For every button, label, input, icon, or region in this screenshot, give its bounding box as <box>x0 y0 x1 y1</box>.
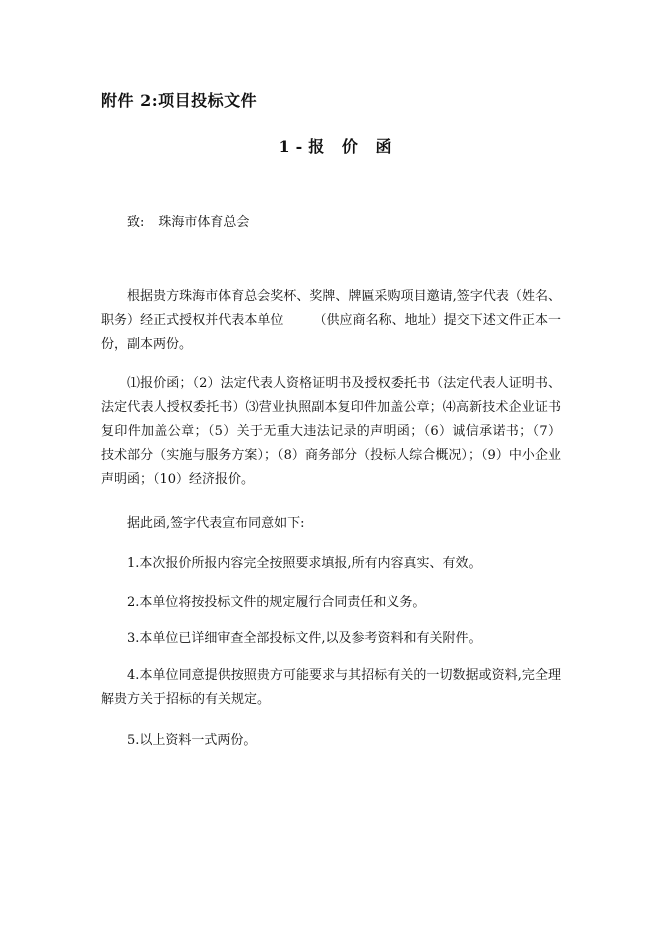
intro-text-part1: 根据贵方珠海市体育总会奖杯、奖牌、牌匾采购项目邀请,签字代表（姓名、职务）经正式授权并代表本单位 <box>101 289 561 328</box>
document-title: 1-报 价 函 <box>278 137 398 156</box>
pledge-item: 1.本次报价所报内容完全按照要求填报,所有内容真实、有效。 <box>127 556 482 571</box>
pledge-intro: 据此函,签字代表宣布同意如下: <box>127 516 305 531</box>
attachment-heading: 附件 2:项目投标文件 <box>101 91 258 110</box>
intro-text-part2: （供应商名称、地址）提交下述文件正本一份，副本两份。 <box>101 313 561 352</box>
pledge-item: 2.本单位将按投标文件的规定履行合同责任和义务。 <box>127 595 426 610</box>
documents-list-paragraph: ⑴报价函；（2）法定代表人资格证明书及授权委托书（法定代表人证明书、法定代表人授权委托书）⑶营业执照副本复印件加盖公章；⑷高新技术企业证书复印件加盖公章；（5）关于无重大违法记录的声明函；（6）诚信承诺书；（7）技术部分（实施与服务方案）；（8）商务部分（投标人综合概况）；（9）中小企业声明函；（10）经济报价。 <box>101 376 561 487</box>
pledge-item: 3.本单位已详细审查全部投标文件,以及参考资料和有关附件。 <box>127 631 482 646</box>
pledge-item: 4.本单位同意提供按照贵方可能要求与其招标有关的一切数据或资料,完全理解贵方关于招标的有关规定。 <box>101 668 561 707</box>
salutation-recipient: 珠海市体育总会 <box>158 215 250 230</box>
intro-paragraph <box>101 285 561 357</box>
salutation-prefix: 致: <box>127 215 145 230</box>
pledge-item: 5.以上资料一式两份。 <box>127 733 257 748</box>
salutation <box>101 211 587 235</box>
